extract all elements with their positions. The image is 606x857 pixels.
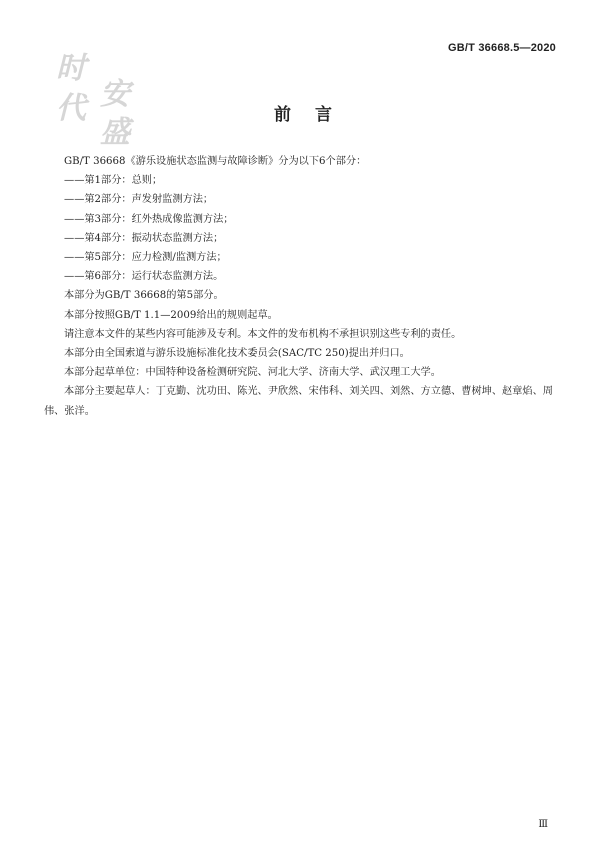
page-title: 前言	[274, 105, 356, 125]
page-number: Ⅲ	[538, 819, 548, 830]
watermark-char: 代	[56, 91, 86, 126]
part-list-item: ——第2部分：声发射监测方法；	[64, 194, 214, 206]
intro-paragraph: GB/T 36668《游乐设施状态监测与故障诊断》分为以下6个部分：	[64, 156, 367, 167]
part-list-item: ——第5部分：应力检测/监测方法；	[64, 252, 227, 264]
patent-notice: 请注意本文件的某些内容可能涉及专利。本文件的发布机构不承担识别这些专利的责任。	[64, 328, 462, 340]
part-list-item: ——第1部分：总则；	[64, 175, 163, 187]
drafting-units: 本部分起草单位：中国特种设备检测研究院、河北大学、济南大学、武汉理工大学。	[64, 367, 441, 379]
watermark-char: 安	[100, 77, 130, 112]
part-list-item: ——第4部分：振动状态监测方法；	[64, 232, 224, 244]
main-drafters: 本部分主要起草人：丁克勤、沈功田、陈光、尹欣然、宋伟科、刘关四、刘然、方立德、曹树坤、赵章焰、周伟、张洋。	[44, 386, 553, 417]
part-statement: 本部分为GB/T 36668的第5部分。	[64, 290, 224, 302]
part-list-item: ——第6部分：运行状态监测方法。	[64, 271, 224, 283]
watermark-char: 盛	[100, 115, 130, 150]
part-list-item: ——第3部分：红外热成像监测方法；	[64, 213, 234, 225]
proposer-statement: 本部分由全国索道与游乐设施标准化技术委员会(SAC/TC 250)提出并归口。	[64, 348, 410, 360]
standard-code: GB/T 36668.5—2020	[448, 42, 556, 54]
watermark-char: 时	[56, 51, 86, 86]
drafting-rules-statement: 本部分按照GB/T 1.1—2009给出的规则起草。	[64, 309, 278, 321]
foreword-body	[44, 152, 564, 421]
